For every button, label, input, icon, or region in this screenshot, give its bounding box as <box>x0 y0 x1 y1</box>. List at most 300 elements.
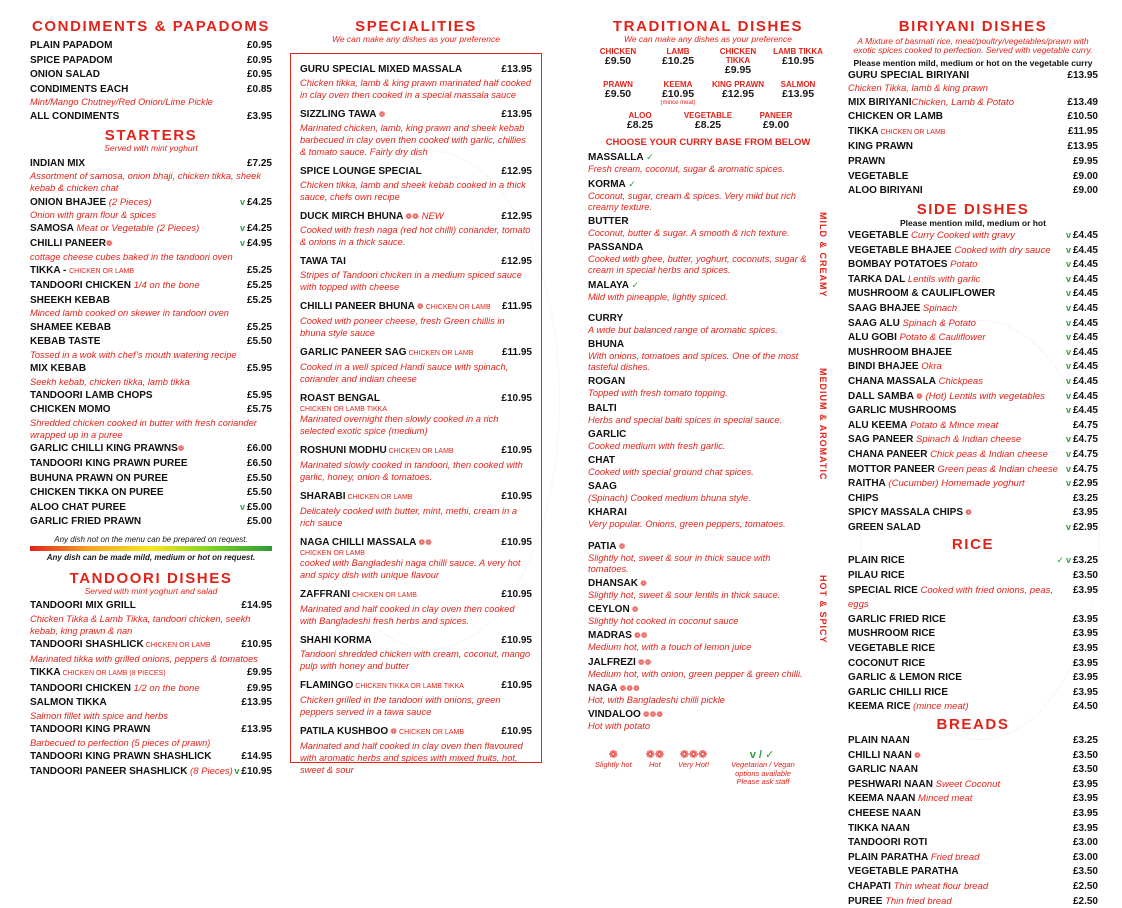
menu-item-price: £13.49 <box>1067 96 1098 108</box>
menu-item-name-group <box>848 656 925 671</box>
item-description: Salmon fillet with spice and herbs <box>30 710 168 721</box>
price-grid-row <box>588 111 828 131</box>
menu-item-row <box>848 894 1098 908</box>
legend-label: Vegetarian / Vegan options available Please ask staff <box>731 760 795 787</box>
menu-item-name: MOTTOR PANEER <box>848 463 935 475</box>
biriyani-list <box>848 68 1098 198</box>
vegetarian-icon: v <box>1065 230 1071 241</box>
speciality-row <box>300 724 532 740</box>
menu-item-name-group <box>30 109 119 124</box>
speciality-row <box>300 299 532 315</box>
note-mild-medium-hot: Any dish can be made mild, medium or hot on request. <box>46 553 256 563</box>
menu-item-name: MUSHROOM BHAJEE <box>848 346 952 358</box>
menu-item-price: £0.95 <box>246 40 272 51</box>
menu-item-price-group <box>241 695 272 710</box>
legend-label: Very Hot! <box>678 760 710 770</box>
menu-item-name: TANDOORI ROTI <box>848 837 928 849</box>
menu-item-row <box>848 733 1098 748</box>
menu-item-row <box>848 272 1098 287</box>
protein-name: LAMB <box>666 47 690 57</box>
menu-item-price-group <box>1073 656 1098 671</box>
chili-icon: ❁ <box>913 391 923 401</box>
menu-item-price: £13.95 <box>1067 69 1098 81</box>
menu-item-name: VEGETABLE RICE <box>848 643 936 655</box>
item-inline-description: Chickpeas <box>935 375 983 387</box>
curry-base-name-row <box>588 150 810 164</box>
price-grid-cell <box>768 80 828 107</box>
mild-creamy-list <box>588 150 810 302</box>
menu-item-price: £0.85 <box>246 83 272 95</box>
curry-base-description: Cooked with ghee, butter, yoghurt, coconuts, sugar & cream in special herbs and spices. <box>588 254 807 276</box>
menu-item-row <box>848 670 1098 685</box>
menu-item-name: TARKA DAL <box>848 273 906 285</box>
menu-item-name-group <box>30 637 211 653</box>
speciality-item <box>300 345 532 385</box>
menu-item-price: £13.95 <box>1067 141 1098 153</box>
menu-item-row <box>848 476 1098 491</box>
curry-base-name: SAAG <box>588 481 617 493</box>
menu-item-price-group <box>1073 491 1098 506</box>
tandoori-list <box>30 598 272 778</box>
menu-item-name: ALU GOBI <box>848 332 897 344</box>
menu-item-name-group <box>848 835 927 850</box>
menu-item-name-group <box>30 278 200 293</box>
menu-item-price-group <box>247 38 272 53</box>
menu-item-price-group <box>1073 850 1098 865</box>
menu-item-name: PRAWN <box>848 156 886 168</box>
item-description: Barbecued to perfection (5 pieces of prawn) <box>30 737 211 748</box>
menu-item-name-group <box>30 221 199 236</box>
curry-base-description: Mild with pineapple, lightly spiced. <box>588 291 729 302</box>
menu-item-price-group <box>247 665 272 680</box>
menu-item-name: TANDOORI LAMB CHOPS <box>30 389 153 401</box>
item-description: Chicken Tikka, lamb & king prawn <box>848 83 988 94</box>
speciality-price: £10.95 <box>501 635 532 647</box>
menu-item-name-group <box>848 762 918 777</box>
curry-base-name: PASSANDA <box>588 242 644 254</box>
menu-item-name-group <box>30 195 152 210</box>
menu-item-row <box>30 471 272 486</box>
menu-item-price: £0.95 <box>246 54 272 66</box>
vegetarian-icon: v <box>1065 521 1071 532</box>
menu-item-row <box>30 334 272 349</box>
curry-base-name-row <box>588 240 810 254</box>
menu-item-row <box>848 139 1098 154</box>
menu-item-price-group <box>1073 806 1098 821</box>
speciality-name: ROAST BENGAL <box>300 393 380 405</box>
hot-spicy-label: HOT & SPICY <box>818 575 828 644</box>
menu-item-price: £3.95 <box>1072 793 1098 805</box>
item-inline-description: Spinach <box>920 302 958 314</box>
menu-item-price-group <box>240 236 272 251</box>
menu-item-name-group <box>848 641 935 656</box>
speciality-price: £10.95 <box>501 393 532 405</box>
item-option-text: CHICKEN OR LAMB <box>878 128 946 136</box>
menu-item-name: CONDIMENTS EACH <box>30 83 129 95</box>
speciality-item <box>300 62 532 101</box>
curry-base-name-row <box>588 374 810 388</box>
specialities-list <box>300 62 532 776</box>
menu-item-row <box>848 806 1098 821</box>
column-biriyani-sides-rice-breads <box>848 18 1098 908</box>
menu-item-row <box>848 432 1098 447</box>
side-dishes-list <box>848 228 1098 534</box>
curry-base-description: Medium hot, with onion, green pepper & green chilli. <box>588 668 803 679</box>
menu-item-row <box>30 388 272 403</box>
item-option-text: CHICKEN OR LAMB <box>423 304 491 312</box>
menu-item-price: £5.95 <box>246 363 272 375</box>
menu-item-price: £3.95 <box>1072 643 1098 655</box>
speciality-description: Delicately cooked with butter, mint, methi, cream in a rich sauce <box>300 505 518 528</box>
menu-item-name-group <box>848 124 945 140</box>
menu-item-name: CHEESE NAAN <box>848 807 921 819</box>
condiments-list <box>30 38 272 123</box>
chili-icon: ❁ <box>105 238 113 248</box>
menu-item-row <box>848 656 1098 671</box>
item-option-text: CHICKEN OR LAMB <box>345 494 413 502</box>
menu-item-row <box>848 748 1098 763</box>
menu-item-row <box>30 695 272 710</box>
menu-item-row <box>848 447 1098 462</box>
price-grid-row <box>588 47 828 76</box>
menu-item-price-group <box>1073 685 1098 700</box>
menu-item-name-group <box>848 389 1045 404</box>
menu-item-row <box>848 124 1098 140</box>
menu-item-price-group <box>1066 374 1098 389</box>
menu-item-name-group <box>848 272 980 287</box>
menu-item-price: £13.95 <box>241 724 272 736</box>
vegetarian-icon: v <box>1065 390 1071 401</box>
item-description: cottage cheese cubes baked in the tandoori oven <box>30 251 233 262</box>
column-traditional <box>588 18 828 787</box>
menu-item-name: TANDOORI CHICKEN <box>30 280 131 292</box>
menu-item-name-group <box>30 361 86 376</box>
menu-item-name: CHICKEN OR LAMB <box>848 111 943 123</box>
item-inline-description: (Hot) Lentils with vegetables <box>922 390 1045 402</box>
item-inline-description: Okra <box>918 361 942 373</box>
item-inline-description: Thin fried bread <box>882 895 952 907</box>
speciality-item <box>300 299 532 339</box>
item-option-text: CHICKEN OR LAMB (8 PIECES) <box>60 670 166 678</box>
menu-item-name: BINDI BHAJEE <box>848 361 919 373</box>
menu-item-price: £7.25 <box>246 157 272 169</box>
menu-item-price: £4.75 <box>1072 448 1098 460</box>
menu-item-name-group <box>848 447 1048 462</box>
menu-item-price: £4.45 <box>1072 346 1098 358</box>
starters-subtitle: Served with mint yoghurt <box>104 143 198 154</box>
item-inline-description: Spinach & Indian cheese <box>913 434 1022 446</box>
menu-item-name: SPECIAL RICE <box>848 584 918 596</box>
menu-item-price-group <box>247 388 272 403</box>
speciality-description: Cooked in a well spiced Handi sauce with spinach, coriander and indian cheese <box>300 361 509 384</box>
menu-item-row <box>848 641 1098 656</box>
speciality-item <box>300 489 532 529</box>
menu-item-name: GARLIC NAAN <box>848 764 918 776</box>
specialities-subtitle: We can make any dishes as your preference <box>331 34 501 44</box>
menu-item-price-group <box>247 485 272 500</box>
menu-item-row <box>30 764 272 779</box>
item-inline-description: Spinach & Potato <box>899 317 976 329</box>
menu-item-price: £10.50 <box>1067 111 1098 123</box>
speciality-price: £13.95 <box>501 109 532 120</box>
curry-base-name: DHANSAK <box>588 578 638 589</box>
legend-item <box>646 748 664 787</box>
menu-item-name-group <box>30 402 111 417</box>
speciality-name-group <box>300 299 491 315</box>
menu-item-name-group <box>848 850 979 865</box>
curry-base-name: KHARAI <box>588 507 627 519</box>
curry-base-name-row <box>588 681 810 695</box>
item-inline-description: (2 Pieces) <box>106 196 152 208</box>
item-inline-description: Minced meat <box>915 793 973 805</box>
vegetarian-icon: v <box>1065 244 1071 255</box>
menu-item-row <box>30 278 272 293</box>
chili-icon: ❁ <box>376 110 386 119</box>
tandoori-title: TANDOORI DISHES <box>69 570 233 588</box>
menu-item-price: £3.95 <box>1072 507 1098 519</box>
speciality-name-group <box>300 587 417 603</box>
menu-item-row <box>848 183 1098 198</box>
note-not-on-menu: Any dish not on the menu can be prepared on request. <box>54 535 248 545</box>
protein-price: £9.95 <box>724 64 752 77</box>
menu-item-name: RAITHA <box>848 478 886 490</box>
menu-item-price-group <box>241 749 272 764</box>
chili-icon: ❁❁ <box>416 538 432 548</box>
menu-item-name-group <box>848 553 905 568</box>
menu-item-row <box>848 879 1098 894</box>
vegetarian-icon: v <box>239 223 245 234</box>
price-grid-cell <box>674 111 742 131</box>
menu-item-row <box>30 402 272 417</box>
speciality-item <box>300 678 532 718</box>
menu-item-name: MIX KEBAB <box>30 363 87 375</box>
menu-item-price: £11.95 <box>1067 125 1098 137</box>
menu-item-name: CHICKEN MOMO <box>30 404 111 416</box>
menu-item-name-group <box>30 53 112 68</box>
price-grid-cell <box>708 47 768 76</box>
speciality-name: SHAHI KORMA <box>300 635 372 647</box>
menu-item-name-group <box>848 476 1025 491</box>
menu-item-price-group <box>1073 777 1098 792</box>
menu-item-name-group <box>30 236 113 251</box>
menu-item-price-group <box>1073 583 1098 598</box>
curry-base-name: CURRY <box>588 312 624 324</box>
menu-item-name-group <box>848 821 910 836</box>
speciality-row <box>300 535 532 550</box>
vegetarian-icon: v <box>1065 555 1071 566</box>
curry-base-description: With onions, tomatoes and spices. One of the most tasteful dishes. <box>588 350 799 373</box>
vegetarian-icon: v <box>1065 434 1071 445</box>
menu-item-price: £4.75 <box>1072 419 1098 431</box>
menu-item-name-group <box>848 95 1014 110</box>
menu-item-price: £5.50 <box>246 472 272 484</box>
chili-icon: ❁❁❁ <box>617 683 640 693</box>
menu-item-price-group <box>1066 432 1098 447</box>
menu-item-row <box>30 195 272 210</box>
speciality-price: £10.95 <box>501 726 532 738</box>
vegetarian-icon: v <box>1065 273 1071 284</box>
menu-item-price: £10.95 <box>241 765 272 777</box>
menu-item-name: ONION SALAD <box>30 69 100 81</box>
curry-base-name-row <box>588 453 810 467</box>
menu-item-row <box>848 864 1098 879</box>
menu-item-name: PLAIN PAPADOM <box>30 40 113 51</box>
menu-item-row <box>30 320 272 335</box>
item-option-text: CHICKEN OR LAMB <box>386 448 454 456</box>
vegetarian-icon: v <box>1065 332 1071 343</box>
speciality-row <box>300 107 532 122</box>
speciality-name: SPICE LOUNGE SPECIAL <box>300 166 422 178</box>
curry-base-name: BUTTER <box>588 215 629 227</box>
speciality-description: Chicken tikka, lamb & king prawn marinated half cooked in clay oven then cooked in a special massala sauce <box>300 77 531 100</box>
menu-item-price-group <box>1066 330 1098 345</box>
curry-base-name-row <box>588 602 810 616</box>
speciality-description: Marinated and half cooked in clay oven then flavoured with aromatic herbs and spices with mixed fruits, hot, sweet & sour <box>300 740 523 776</box>
speciality-name-group <box>300 678 464 694</box>
speciality-description: Cooked with fresh naga (red hot chilli) coriander, tomato & onions in a thick sauce. <box>300 224 531 247</box>
item-inline-description: Cooked with fried onions, peas, eggs <box>848 584 1054 611</box>
menu-item-price: £4.45 <box>1072 273 1098 285</box>
menu-item-price-group <box>1073 733 1098 748</box>
menu-item-name-group <box>848 748 921 763</box>
curry-base-name-row <box>588 177 810 191</box>
speciality-description: Chicken tikka, lamb and sheek kebab cooked in a thick sauce, chefs own recipe <box>300 179 526 202</box>
vegetarian-icon: v <box>1065 317 1071 328</box>
new-badge: NEW <box>418 211 444 223</box>
speciality-item <box>300 633 532 672</box>
menu-item-price: £5.25 <box>246 321 272 333</box>
menu-item-price-group <box>1073 183 1098 198</box>
menu-item-price: £4.75 <box>1072 434 1098 446</box>
speciality-description: Marinated slowly cooked in tandoori, then cooked with garlic, honey, onion & tomatoes. <box>300 459 523 482</box>
menu-item-name: CHANA MASSALA <box>848 375 936 387</box>
item-inline-description: Sweet Coconut <box>933 778 1001 790</box>
menu-item-name-group <box>848 670 962 685</box>
menu-item-price-group <box>1073 612 1098 627</box>
speciality-price: £10.95 <box>501 589 532 601</box>
curry-base-name-row <box>588 707 810 721</box>
menu-item-price-group <box>1073 169 1098 184</box>
menu-item-name: VEGETABLE <box>848 170 909 182</box>
menu-item-name-group <box>848 699 969 714</box>
menu-item-row <box>30 82 272 97</box>
menu-item-price: £3.50 <box>1072 749 1098 761</box>
menu-item-name: TANDOORI KING PRAWN PUREE <box>30 458 188 470</box>
menu-item-name-group <box>848 568 905 583</box>
curry-base-description: Hot, with Bangladeshi chilli pickle <box>588 694 725 705</box>
menu-item-price-group <box>247 263 272 278</box>
menu-item-price-group <box>1066 228 1098 243</box>
menu-item-name: COCONUT RICE <box>848 657 926 669</box>
menu-item-row <box>848 505 1098 520</box>
menu-item-price: £3.95 <box>1072 672 1098 684</box>
curry-base-description: (Spinach) Cooked medium bhuna style. <box>588 493 751 504</box>
menu-item-price: £10.95 <box>241 639 272 651</box>
speciality-description: Marinated and half cooked in clay oven then cooked with Bangladeshi fresh herbs and spices. <box>300 603 515 626</box>
menu-item-price-group <box>1066 462 1098 477</box>
vegetarian-icon: v <box>1065 375 1071 386</box>
speciality-item <box>300 724 532 776</box>
traditional-price-grid <box>588 47 828 131</box>
protein-price: £12.95 <box>721 88 755 101</box>
price-grid-cell <box>768 47 828 76</box>
item-inline-description: Potato <box>947 259 978 271</box>
vegetarian-vegan-icon: v / ✓ <box>749 749 775 762</box>
price-grid-cell <box>588 47 648 76</box>
speciality-name-group <box>300 535 432 550</box>
speciality-name: FLAMINGO <box>300 680 354 692</box>
legend-item <box>723 748 803 787</box>
speciality-item <box>300 107 532 158</box>
speciality-row <box>300 587 532 603</box>
curry-base-name: JALFREZI <box>588 656 636 668</box>
item-inline-description: Chick peas & Indian cheese <box>927 448 1048 460</box>
menu-item-name: KEEMA NAAN <box>848 793 916 805</box>
protein-name: PRAWN <box>603 80 633 90</box>
protein-price: £10.95 <box>781 55 815 68</box>
item-inline-description: 1/2 on the bone <box>130 682 200 694</box>
speciality-item <box>300 164 532 203</box>
speciality-name: SHARABI <box>300 491 346 503</box>
speciality-name-group <box>300 254 346 269</box>
speciality-price: £12.95 <box>501 256 532 268</box>
menu-item-row <box>848 612 1098 627</box>
menu-item-name-group <box>30 665 166 681</box>
speciality-name: NAGA CHILLI MASSALA <box>300 537 417 549</box>
menu-item-price-group <box>1066 520 1098 535</box>
speciality-name: GARLIC PANEER SAG <box>300 347 407 359</box>
speciality-row <box>300 164 532 179</box>
menu-item-name-group <box>848 169 908 184</box>
curry-base-description: Cooked with special ground chat spices. <box>588 466 754 477</box>
menu-item-name-group <box>848 894 952 908</box>
curry-base-name: CHAT <box>588 454 616 466</box>
price-grid-row <box>588 80 828 107</box>
menu-item-name: TANDOORI CHICKEN <box>30 682 131 694</box>
menu-item-name: GARLIC MUSHROOMS <box>848 405 957 417</box>
menu-item-name-group <box>30 722 150 737</box>
menu-item-price: £3.00 <box>1072 851 1098 863</box>
menu-item-name-group <box>848 330 986 345</box>
legend-item <box>678 748 709 787</box>
menu-item-name: PILAU RICE <box>848 570 905 582</box>
menu-item-row <box>30 514 272 529</box>
menu-item-price-group <box>1073 762 1098 777</box>
item-description: Tossed in a wok with chef’s mouth watering recipe <box>30 349 237 360</box>
menu-item-price: £2.95 <box>1072 478 1098 490</box>
menu-item-name: TANDOORI MIX GRILL <box>30 600 136 612</box>
menu-item-name-group <box>30 749 211 764</box>
item-description: Seekh kebab, chicken tikka, lamb tikka <box>30 376 190 387</box>
menu-item-name-group <box>848 733 910 748</box>
menu-item-price-group <box>241 598 272 613</box>
vegetarian-icon: v <box>1065 302 1071 313</box>
menu-item-price-group <box>1073 821 1098 836</box>
menu-item-name-group <box>30 441 184 456</box>
menu-item-row <box>30 681 272 696</box>
curry-base-description: Coconut, sugar, cream & spices. Very mild but rich creamy texture. <box>588 190 796 212</box>
speciality-name: ZAFFRANI <box>300 589 350 601</box>
speciality-description: cooked with Bangladeshi naga chilli sauce. A very hot and spicy dish with unique flavour <box>300 557 521 580</box>
vegetarian-icon: v <box>1065 288 1071 299</box>
speciality-name-group <box>300 391 380 406</box>
menu-item-name: CHANA PANEER <box>848 448 928 460</box>
speciality-name-group <box>300 724 464 740</box>
menu-item-price-group <box>1066 243 1098 258</box>
menu-item-price: £4.45 <box>1072 405 1098 417</box>
curry-base-name-row <box>588 278 810 292</box>
chili-icon: ❁❁ <box>403 212 419 222</box>
